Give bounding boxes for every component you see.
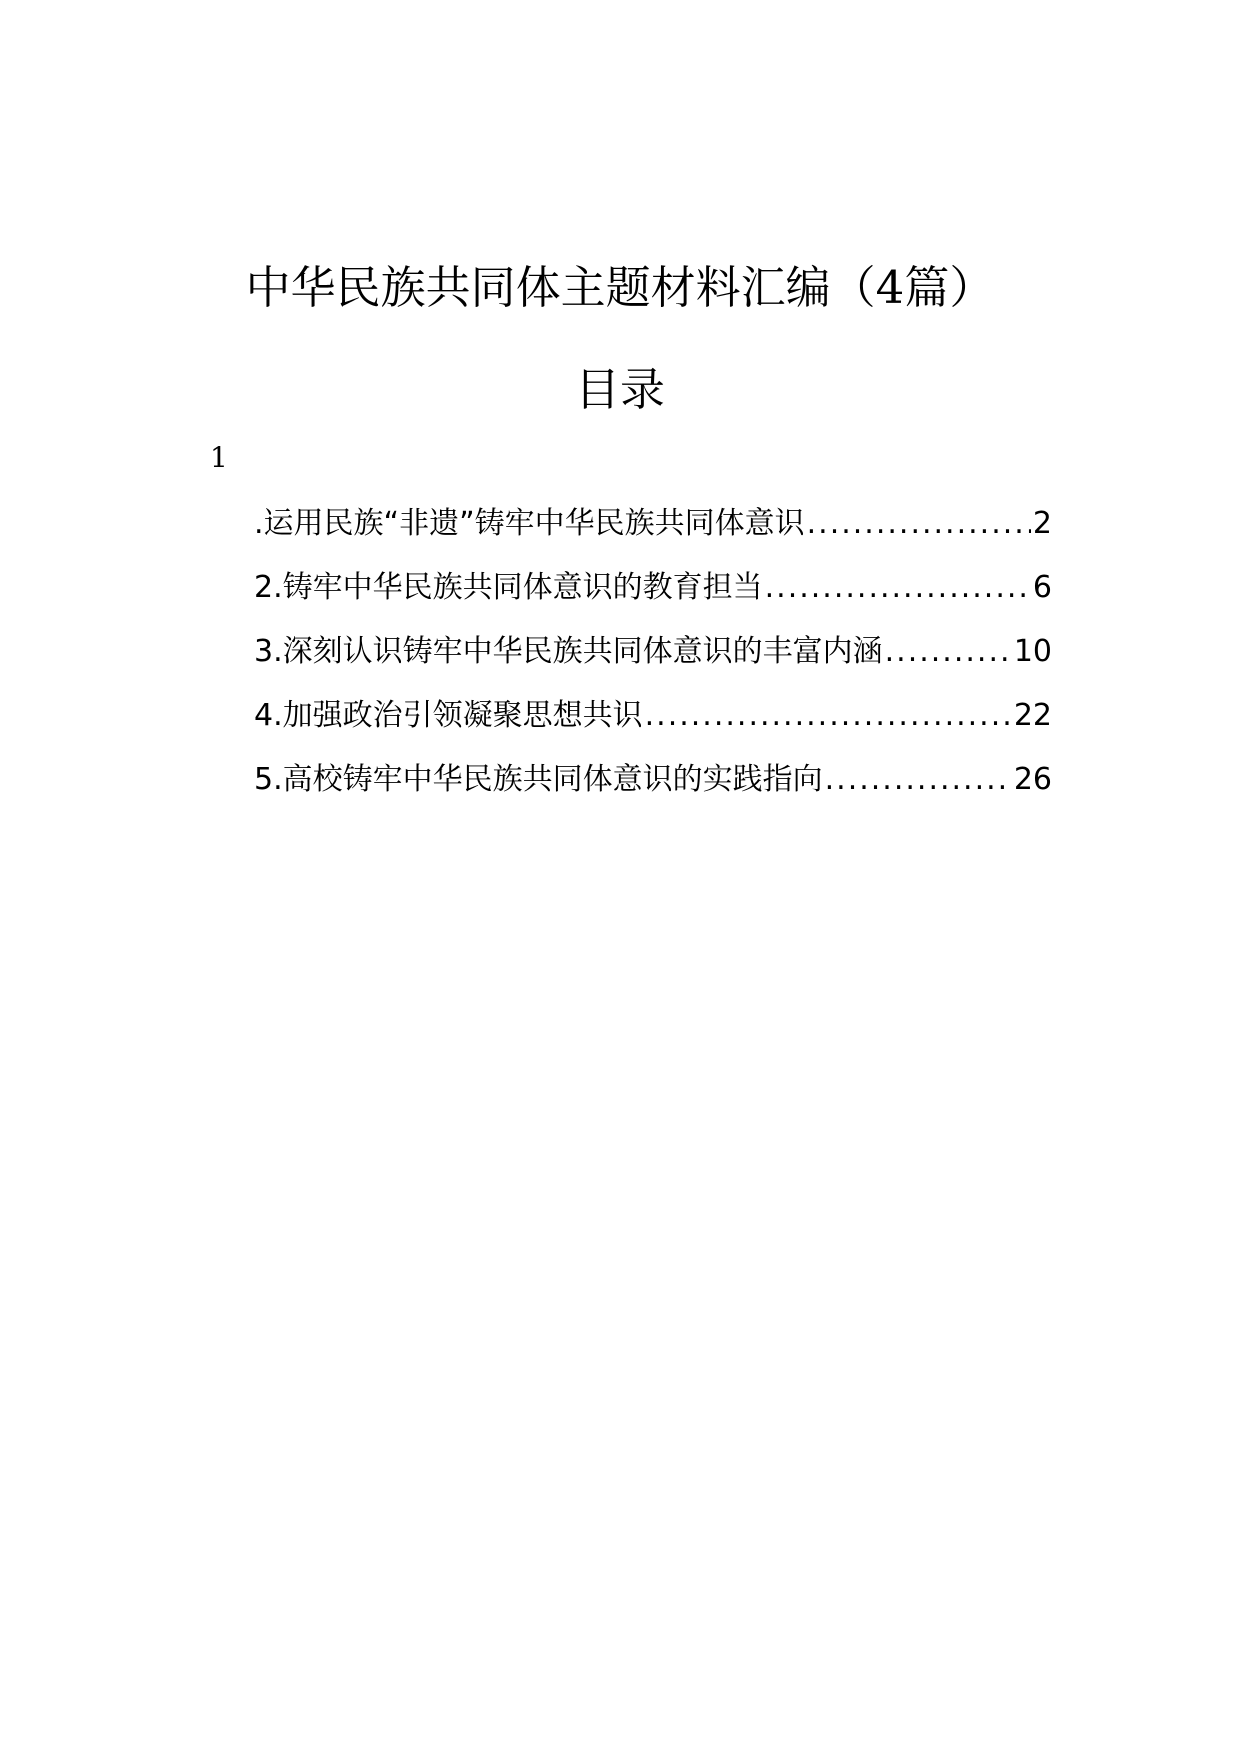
toc-entry-title: 4.加强政治引领凝聚思想共识: [254, 698, 643, 733]
toc-dot-leader: [807, 492, 1031, 556]
toc-entry-page-number: 22: [1013, 698, 1052, 733]
toc-dot-leader: [765, 556, 1031, 620]
toc-entry-2[interactable]: [254, 556, 1052, 620]
toc-entry-page-number: 6: [1032, 570, 1052, 605]
document-title: [0, 258, 1240, 318]
document-title-main: 中华民族共同体主题材料汇编（: [245, 261, 876, 315]
toc-dot-leader: [645, 684, 1012, 748]
toc-heading: 目录: [574, 363, 665, 416]
toc-dot-leader: [825, 748, 1012, 812]
toc-entry-page-number: 2: [1032, 506, 1052, 541]
table-of-contents: [254, 492, 1052, 812]
toc-entry-3[interactable]: [254, 620, 1052, 684]
toc-entry-5[interactable]: [254, 748, 1052, 812]
toc-entry-title: 3.深刻认识铸牢中华民族共同体意识的丰富内涵: [254, 634, 883, 669]
toc-entry-title: 5.高校铸牢中华民族共同体意识的实践指向: [254, 762, 823, 797]
document-title-end: 篇）: [904, 261, 995, 315]
document-title-count: 4: [875, 261, 905, 315]
toc-entry-page-number: 26: [1013, 762, 1052, 797]
toc-entry-1[interactable]: [254, 492, 1052, 556]
toc-dot-leader: [885, 620, 1012, 684]
toc-entry-title: .运用民族“非遗”铸牢中华民族共同体意识: [254, 506, 805, 541]
stray-number: 1: [210, 441, 228, 474]
toc-entry-page-number: 10: [1013, 634, 1052, 669]
toc-entry-4[interactable]: [254, 684, 1052, 748]
toc-entry-title: 2.铸牢中华民族共同体意识的教育担当: [254, 570, 763, 605]
